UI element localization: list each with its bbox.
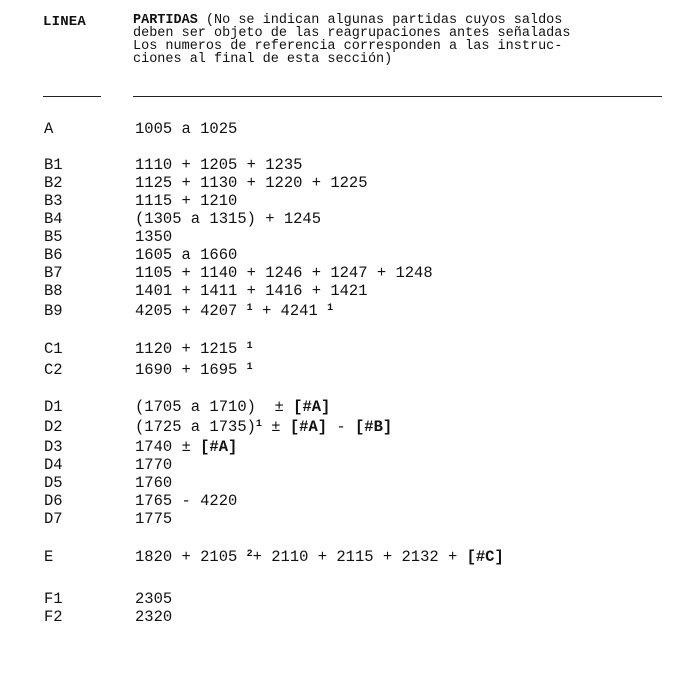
line-formula: 1110 + 1205 + 1235 bbox=[135, 156, 303, 174]
line-code: B5 bbox=[44, 228, 63, 246]
line-formula bbox=[135, 548, 504, 566]
line-code: B4 bbox=[44, 210, 63, 228]
line-code: D3 bbox=[44, 438, 63, 456]
partidas-note-line-4: ciones al final de esta sección) bbox=[133, 52, 393, 67]
line-formula bbox=[135, 418, 392, 436]
line-formula bbox=[135, 398, 330, 416]
formula-text: 1690 + 1695 bbox=[135, 361, 247, 379]
partidas-note-line-2: deben ser objeto de las reagrupaciones antes señaladas bbox=[133, 26, 571, 41]
line-formula bbox=[135, 302, 333, 320]
formula-text: ± bbox=[261, 418, 290, 436]
note-reference: 2 bbox=[246, 549, 253, 560]
line-code: F2 bbox=[44, 608, 63, 626]
line-code: D1 bbox=[44, 398, 63, 416]
line-code: E bbox=[44, 548, 54, 566]
line-formula bbox=[135, 438, 237, 456]
line-code: D2 bbox=[44, 418, 63, 436]
line-formula: 1760 bbox=[135, 474, 173, 492]
cross-reference: [#A] bbox=[289, 418, 328, 436]
formula-text: 4205 + 4207 bbox=[135, 302, 247, 320]
line-code: B1 bbox=[44, 156, 63, 174]
line-code: D6 bbox=[44, 492, 63, 510]
line-code: B6 bbox=[44, 246, 63, 264]
line-code: D7 bbox=[44, 510, 63, 528]
formula-text: - bbox=[327, 418, 355, 436]
line-formula: (1305 a 1315) + 1245 bbox=[135, 210, 322, 228]
line-code: B8 bbox=[44, 282, 63, 300]
line-code: D5 bbox=[44, 474, 63, 492]
formula-text: (1725 a 1735) bbox=[135, 418, 256, 436]
formula-text: + 4241 bbox=[252, 302, 328, 320]
line-code: B2 bbox=[44, 174, 63, 192]
column-header-partidas bbox=[133, 14, 673, 66]
formula-text: 1120 + 1215 bbox=[135, 340, 247, 358]
line-code: B3 bbox=[44, 192, 63, 210]
line-formula: 1605 a 1660 bbox=[135, 246, 238, 264]
line-code: D4 bbox=[44, 456, 63, 474]
line-formula: 1005 a 1025 bbox=[135, 120, 238, 138]
line-formula: 1105 + 1140 + 1246 + 1247 + 1248 bbox=[135, 264, 433, 282]
line-code: A bbox=[44, 120, 54, 138]
line-formula bbox=[135, 361, 253, 379]
line-formula: 1350 bbox=[135, 228, 173, 246]
formula-text: (1705 a 1710) ± bbox=[135, 398, 294, 416]
formula-text: 1740 ± bbox=[135, 438, 201, 456]
column-header-linea: LINEA bbox=[43, 14, 87, 30]
line-formula: 1125 + 1130 + 1220 + 1225 bbox=[135, 174, 368, 192]
partidas-note-line-1: (No se indican algunas partidas cuyos saldos bbox=[205, 13, 563, 28]
cross-reference: [#A] bbox=[293, 398, 331, 416]
line-code: B9 bbox=[44, 302, 63, 320]
line-formula bbox=[135, 340, 253, 358]
line-formula: 1401 + 1411 + 1416 + 1421 bbox=[135, 282, 368, 300]
note-reference: 1 bbox=[246, 341, 253, 352]
note-reference: 1 bbox=[246, 362, 253, 373]
line-formula: 1770 bbox=[135, 456, 173, 474]
line-formula: 2320 bbox=[135, 608, 173, 626]
note-reference: 1 bbox=[327, 303, 334, 314]
partidas-title: PARTIDAS bbox=[133, 13, 198, 28]
formula-text: 1820 + 2105 bbox=[135, 548, 247, 566]
line-formula: 1765 - 4220 bbox=[135, 492, 238, 510]
partidas-note-line-3: Los numeros de referencia corresponden a las instruc- bbox=[133, 39, 563, 54]
line-code: C1 bbox=[44, 340, 63, 358]
header-rule-left bbox=[43, 96, 101, 97]
formula-text: + 2110 + 2115 + 2132 + bbox=[252, 548, 467, 566]
cross-reference: [#C] bbox=[466, 548, 504, 566]
line-formula: 1775 bbox=[135, 510, 173, 528]
line-code: F1 bbox=[44, 590, 63, 608]
line-formula: 2305 bbox=[135, 590, 173, 608]
cross-reference: [#B] bbox=[354, 418, 393, 436]
cross-reference: [#A] bbox=[200, 438, 238, 456]
line-formula: 1115 + 1210 bbox=[135, 192, 238, 210]
header-rule-right bbox=[133, 96, 662, 97]
line-code: C2 bbox=[44, 361, 63, 379]
note-reference: 1 bbox=[246, 303, 253, 314]
line-code: B7 bbox=[44, 264, 63, 282]
note-reference: 1 bbox=[255, 419, 262, 430]
